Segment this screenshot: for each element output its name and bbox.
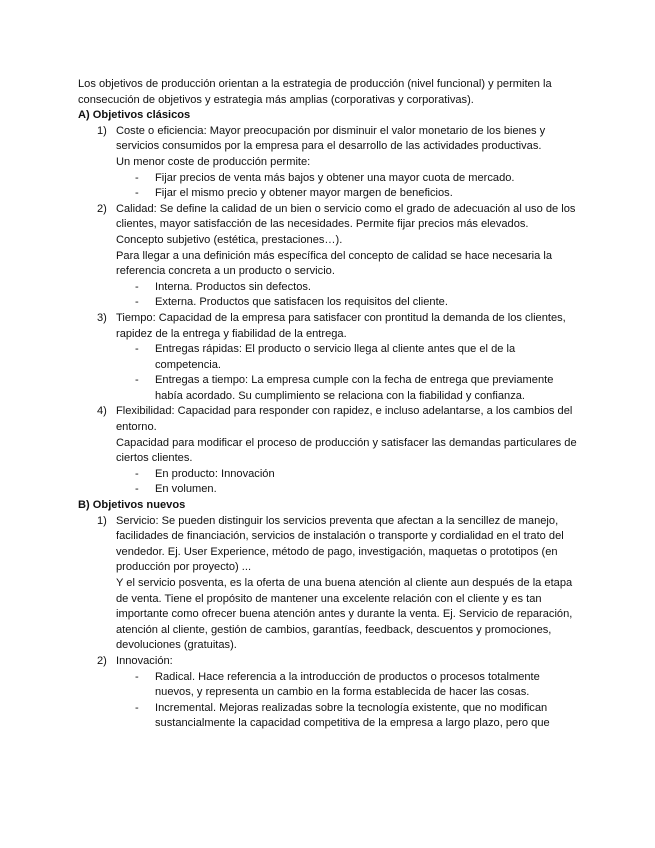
dash-marker: - — [135, 374, 139, 387]
dash-marker: - — [135, 467, 139, 480]
bullet-text: Fijar precios de venta más bajos y obtener una mayor cuota de mercado. — [155, 171, 515, 184]
dash-marker: - — [135, 187, 139, 200]
item-text: Y el servicio posventa, es la oferta de una buena atención al cliente aun después de la etapa de venta. Tiene el propósito de mantener una excelente relación con el cliente y es tan importante como ofrecer buena atención antes y durante la venta. Ej. Servicio de reparación, atención al cliente, gestión de cambios, garantías, feedback, descuentos y promociones, devoluciones (gratuitas). — [116, 577, 573, 652]
item-number: 4) — [97, 405, 107, 418]
dash-marker: - — [135, 483, 139, 496]
section-b-heading: B) Objetivos nuevos — [78, 499, 186, 512]
dash-marker: - — [135, 280, 139, 293]
bullet-item — [116, 373, 578, 404]
bullet-text: Radical. Hace referencia a la introducción de productos o procesos totalmente nuevos, y representa un cambio en la forma establecida de hacer las cosas. — [155, 670, 540, 699]
item-text: Un menor coste de producción permite: — [116, 155, 311, 168]
bullet-list — [116, 280, 578, 311]
bullet-text: Entregas a tiempo: La empresa cumple con la fecha de entrega que previamente había acordado. Su cumplimiento se relaciona con la fiabilidad y confianza. — [155, 374, 554, 402]
dash-marker: - — [135, 701, 139, 714]
dash-marker: - — [135, 670, 139, 683]
item-number: 2) — [97, 202, 107, 215]
bullet-item — [116, 467, 578, 483]
bullet-item — [116, 171, 578, 187]
bullet-text: Incremental. Mejoras realizadas sobre la tecnología existente, que no modifican sustancialmente la capacidad competitiva de la empresa a largo plazo, pero que — [155, 701, 550, 730]
dash-marker: - — [135, 171, 139, 184]
bullet-list — [116, 467, 578, 498]
bullet-item — [116, 670, 578, 701]
bullet-item — [116, 295, 578, 311]
bullet-item — [116, 342, 578, 373]
bullet-list — [116, 171, 578, 202]
item-number: 1) — [97, 514, 107, 527]
item-text: Servicio: Se pueden distinguir los servicios preventa que afectan a la sencillez de manejo, facilidades de financiación, servicios de instalación o transporte y cordialidad en el trato del vendedor. Ej. User Experience, método de pago, investigación, maquetas o prototipos (en producción por proyecto) ... — [116, 514, 564, 574]
intro-paragraph: Los objetivos de producción orientan a la estrategia de producción (nivel funcional) y permiten la consecución de objetivos y estrategia más amplias (corporativas y corporativas). — [78, 78, 552, 106]
section-a-item-flexibilidad — [78, 404, 578, 498]
section-a-item-calidad — [78, 202, 578, 311]
section-b-item-innovacion — [78, 654, 578, 732]
dash-marker: - — [135, 343, 139, 356]
bullet-item — [116, 701, 578, 732]
bullet-list — [116, 670, 578, 732]
section-a-item-tiempo — [78, 311, 578, 405]
item-text: Innovación: — [116, 654, 173, 667]
bullet-list — [116, 342, 578, 404]
item-number: 2) — [97, 654, 107, 667]
section-a-list — [78, 124, 578, 498]
item-text: Calidad: Se define la calidad de un bien o servicio como el grado de adecuación al uso de los clientes, mayor satisfacción de las necesidades. Permite fijar precios más elevados. — [116, 202, 576, 231]
item-text: Concepto subjetivo (estética, prestaciones…). — [116, 233, 343, 246]
dash-marker: - — [135, 296, 139, 309]
bullet-text: Entregas rápidas: El producto o servicio llega al cliente antes que el de la competencia. — [155, 343, 516, 371]
bullet-text: En producto: Innovación — [155, 467, 275, 480]
bullet-text: Interna. Productos sin defectos. — [155, 280, 312, 293]
section-b-item-servicio — [78, 514, 578, 654]
bullet-text: En volumen. — [155, 483, 217, 496]
item-text: Coste o eficiencia: Mayor preocupación por disminuir el valor monetario de los bienes y servicios consumidos por la empresa para el desarrollo de las actividades productivas. — [116, 124, 546, 153]
section-b-list — [78, 514, 578, 732]
bullet-text: Fijar el mismo precio y obtener mayor margen de beneficios. — [155, 187, 453, 200]
bullet-text: Externa. Productos que satisfacen los requisitos del cliente. — [155, 296, 448, 309]
item-text: Tiempo: Capacidad de la empresa para satisfacer con prontitud la demanda de los clientes, rapidez de la entrega y fiabilidad de la entrega. — [116, 311, 566, 340]
item-number: 1) — [97, 124, 107, 137]
item-number: 3) — [97, 311, 107, 324]
bullet-item — [116, 482, 578, 498]
item-text: Capacidad para modificar el proceso de producción y satisfacer las demandas particulares de ciertos clientes. — [116, 436, 577, 465]
section-a-heading: A) Objetivos clásicos — [78, 109, 191, 122]
item-text: Flexibilidad: Capacidad para responder con rapidez, e incluso adelantarse, a los cambios del entorno. — [116, 405, 573, 434]
bullet-item — [116, 186, 578, 202]
item-text: Para llegar a una definición más específica del concepto de calidad se hace necesaria la referencia concreta a un producto o servicio. — [116, 249, 553, 278]
section-a-item-coste — [78, 124, 578, 202]
document-body — [78, 77, 578, 732]
bullet-item — [116, 280, 578, 296]
